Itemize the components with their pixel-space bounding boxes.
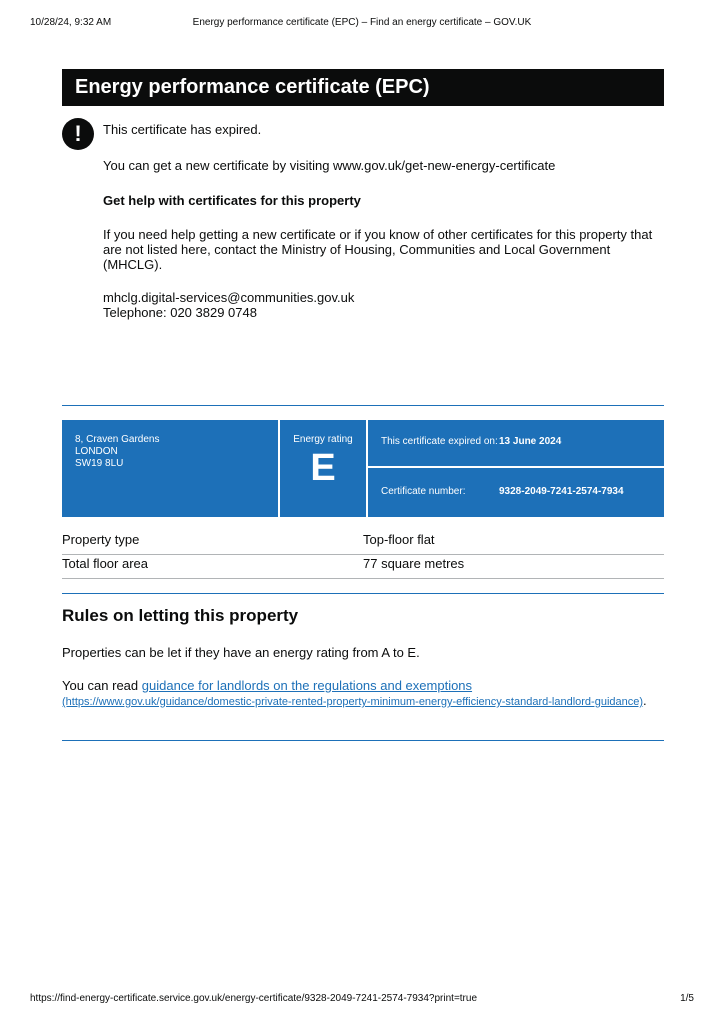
section-divider [62, 593, 664, 594]
property-type-row [62, 531, 664, 555]
main-content [62, 69, 664, 741]
guidance-link-url: (https://www.gov.uk/guidance/domestic-private-rented-property-minimum-energy-efficiency-standard-landlord-guidance) [62, 696, 644, 708]
letting-rule-text: Properties can be let if they have an energy rating from A to E. [62, 645, 420, 660]
section-divider [62, 740, 664, 741]
address-line: 8, Craven Gardens [75, 434, 160, 445]
expired-warning [62, 118, 664, 320]
letting-heading: Rules on letting this property [62, 606, 299, 625]
certificate-number-label: Certificate number: [381, 486, 466, 497]
print-footer [30, 993, 694, 1007]
floor-area-label: Total floor area [62, 556, 148, 571]
address-line: LONDON [75, 446, 118, 457]
warning-icon: ! [62, 118, 94, 150]
certificate-details [368, 420, 664, 517]
guidance-prefix: You can read [62, 678, 142, 693]
guidance-paragraph [62, 678, 664, 710]
guidance-link-text: guidance for landlords on the regulations and exemptions [141, 678, 473, 693]
guidance-suffix: . [643, 693, 647, 708]
help-heading: Get help with certificates for this property [103, 193, 361, 208]
contact-telephone: Telephone: 020 3829 0748 [103, 305, 257, 320]
property-type-value: Top-floor flat [363, 532, 435, 547]
contact-email: mhclg.digital-services@communities.gov.uk [103, 290, 355, 305]
certificate-number: 9328-2049-7241-2574-7934 [499, 486, 624, 497]
contact-details [103, 290, 664, 320]
page-title: Energy performance certificate (EPC) [62, 69, 664, 106]
print-title: Energy performance certificate (EPC) – Find an energy certificate – GOV.UK [192, 17, 532, 28]
energy-rating-box [280, 420, 368, 517]
expired-text: This certificate has expired. [103, 122, 262, 137]
new-certificate-text: You can get a new certificate by visiting www.gov.uk/get-new-energy-certificate [103, 158, 556, 173]
address-line: SW19 8LU [75, 458, 124, 469]
floor-area-row [62, 555, 664, 579]
certificate-number-row [368, 468, 664, 517]
energy-rating-letter: E [310, 447, 336, 489]
page-number: 1/5 [680, 993, 694, 1004]
property-address [62, 420, 280, 517]
certificate-summary [62, 420, 664, 517]
print-header [30, 17, 694, 31]
expiry-date: 13 June 2024 [499, 436, 562, 447]
floor-area-value: 77 square metres [363, 556, 465, 571]
help-body: If you need help getting a new certificate or if you know of other certificates for this property that are not listed here, contact the Ministry of Housing, Communities and Local Government (MHCLG). [103, 227, 653, 272]
expiry-label: This certificate expired on: [381, 436, 498, 447]
print-url: https://find-energy-certificate.service.gov.uk/energy-certificate/9328-2049-7241-2574-7934?print=true [30, 993, 478, 1004]
property-type-label: Property type [62, 532, 140, 547]
section-divider [62, 405, 664, 406]
property-details [62, 531, 664, 579]
expiry-row [368, 420, 664, 468]
energy-rating-label: Energy rating [293, 434, 353, 445]
print-date: 10/28/24, 9:32 AM [30, 17, 112, 28]
guidance-link[interactable] [62, 678, 643, 708]
